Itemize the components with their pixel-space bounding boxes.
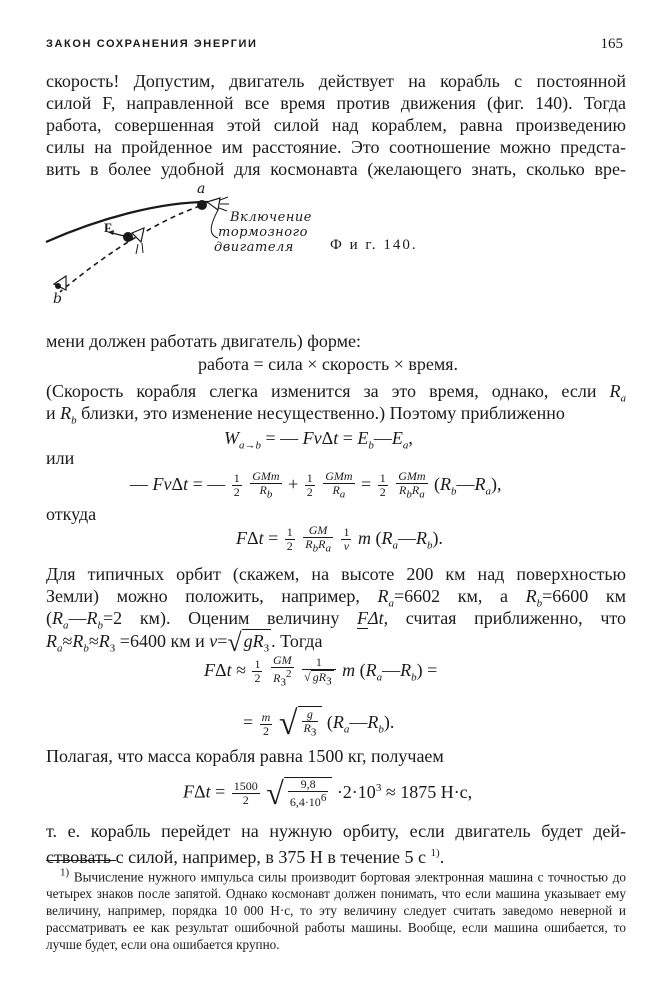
figure-140: [40, 180, 340, 310]
force-label: F: [104, 220, 112, 235]
annotation-pointer: [211, 210, 218, 238]
point-b-label: b: [53, 291, 63, 307]
text-line: $R_a\approx R_b\approx R_З =6400$ км и v=√ $gR_З$ . Тогда: [46, 629, 626, 660]
text-line: вить в более удобной для космонавта (желающего знать, сколько вре-: [46, 159, 626, 179]
text-line: силы на пройденное им расстояние. Это соотношение можно предста-: [46, 137, 626, 157]
handwriting-line: Включение: [230, 210, 312, 225]
formula-final: FΔt = $\frac{1500}{2}$ √ $\frac{9,8}{6,4\cdot 10^6}$ $\cdot 2\cdot 10^3 \approx 1875$ Н·с,: [183, 775, 473, 811]
formula-w: $W_{a\to b}$ = — $Fv\Delta t = E_b—E_a$,: [224, 428, 413, 452]
text-line: Земли) можно положить, например, $R_a=6602$ км, а $R_b=6600$ км: [46, 586, 627, 610]
formula-impulse: FΔt = $\frac{1}{2}$ $\frac{GM}{R_bR_a}$ $\frac{1}{v}$ m $(R_a—R_b)$.: [236, 523, 443, 555]
handwriting-line: двигателя: [214, 240, 294, 255]
text-line: ($R_a—R_b=2$ км). Оценим величину FΔt, считая приближенно, что: [46, 608, 627, 632]
handwriting-line: тормозного: [218, 225, 308, 240]
text-line: работа, совершенная этой силой над кораблем, равна произведению: [46, 115, 626, 135]
page-number: 165: [600, 36, 623, 52]
running-header: ЗАКОН СОХРАНЕНИЯ ЭНЕРГИИ: [46, 38, 258, 50]
formula-work: работа = сила × скорость × время.: [198, 354, 459, 374]
footnote: $^{1)}$ Вычисление нужного импульса силы производит бортовая электронная машина с точностью до четырех знаков после запятой. Однако космонавт должен понимать, что если машина указывает ему величину, например, порядка 10 000 Н·с, то эту величину следует считать заведомо неверной и рассматривать ее как результат ошибочной работы машины. Вообще, если машина ошибается, то лучше будет, если она ошибается крупно.: [46, 867, 626, 953]
word-or: или: [46, 448, 75, 468]
ship-b: [54, 276, 66, 290]
word-whence: откуда: [46, 504, 97, 524]
text-line: ствовать с силой, например, в 375 Н в течение 5 с $^{1)}$.: [46, 847, 445, 867]
trajectory-diagram: [40, 180, 340, 310]
ship-middle: [108, 228, 144, 254]
text-line: мени должен работать двигатель) форме:: [46, 331, 361, 351]
transfer-path: [60, 206, 200, 292]
formula-approx-2: = $\frac{m}{2}$ √ $\frac{g}{R_З}$ $(R_a—R_b)$.: [243, 705, 395, 742]
formula-energy: — FvΔt = — $\frac{1}{2}$ $\frac{\text{GMm}}{R_b}$ + $\frac{1}{2}$ $\frac{\text{GMm}}{R_a}$ = $\frac{1}{2}$ $\frac{\text{GMm}}{R_bR_a}$ $(R_b—R_a)$,: [130, 469, 502, 501]
text-line: и $R_b$ близки, это изменение несущественно.) Поэтому приближенно: [46, 403, 565, 427]
formula-approx-1: FΔt ≈ $\frac{1}{2}$ $\frac{GM}{R_З^2}$ $\frac{1}{√ gR_З}$ m $(R_a—R_b)$ =: [204, 653, 438, 689]
text-line: скорость! Допустим, двигатель действует на корабль с постоянной: [46, 71, 626, 91]
text-line: (Скорость корабля слегка изменится за это время, однако, если $R_a$: [46, 381, 626, 405]
point-a-label: a: [197, 181, 206, 197]
footnote-rule: [46, 860, 116, 861]
text-line: т. е. корабль перейдет на нужную орбиту, если двигатель будет дей-: [46, 821, 626, 841]
footnote-ref: 1): [430, 847, 440, 859]
figure-caption: Ф и г. 140.: [330, 237, 418, 253]
text-line: Для типичных орбит (скажем, на высоте 200 км над поверхностью: [46, 564, 626, 584]
text-line: Полагая, что масса корабля равна 1500 кг, получаем: [46, 746, 444, 766]
text-line: силой F, направленной все время против движения (фиг. 140). Тогда: [46, 93, 626, 113]
ship-a: [197, 197, 229, 211]
